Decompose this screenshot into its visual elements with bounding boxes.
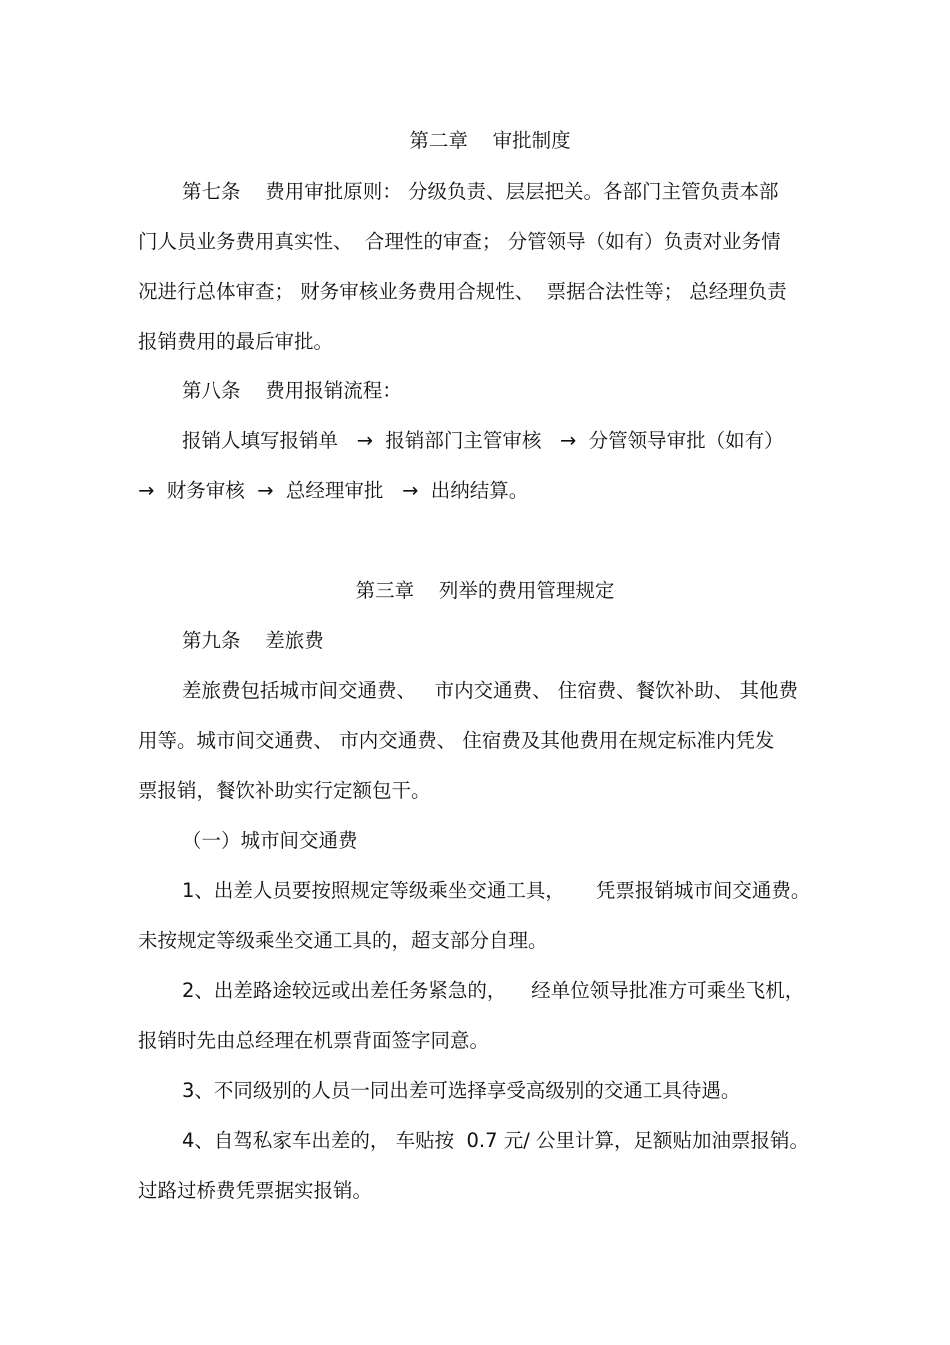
- item-2-line-1: 2、出差路途较远或出差任务紧急的， 经单位领导批准方可乘坐飞机，: [182, 979, 805, 1002]
- chapter-3-title: 第三章 列举的费用管理规定: [355, 579, 615, 602]
- item-3-line-1: 3、不同级别的人员一同出差可选择享受高级别的交通工具待遇。: [182, 1079, 741, 1102]
- article-9-body-line-3: 票报销，餐饮补助实行定额包干。: [138, 779, 431, 802]
- article-9-body-line-2: 用等。城市间交通费、 市内交通费、 住宿费及其他费用在规定标准内凭发: [138, 729, 775, 752]
- item-1-line-2: 未按规定等级乘坐交通工具的，超支部分自理。: [138, 929, 548, 952]
- reimbursement-flow-line-2: → 财务审核 → 总经理审批 → 出纳结算。: [138, 479, 529, 502]
- item-4-line-1: 4、自驾私家车出差的， 车贴按 0.7 元/ 公里计算，足额贴加油票报销。: [182, 1129, 809, 1152]
- article-7-line-4: 报销费用的最后审批。: [138, 330, 334, 353]
- article-9-body-line-1: 差旅费包括城市间交通费、 市内交通费、 住宿费、餐饮补助、 其他费: [182, 679, 798, 702]
- item-4-line-2: 过路过桥费凭票据实报销。: [138, 1179, 373, 1202]
- article-7-line-3: 况进行总体审查； 财务审核业务费用合规性、 票据合法性等； 总经理负责: [138, 280, 787, 303]
- reimbursement-flow-line-1: 报销人填写报销单 → 报销部门主管审核 → 分管领导审批（如有）: [182, 429, 784, 452]
- section-1-title: （一）城市间交通费: [182, 829, 358, 852]
- item-1-line-1: 1、出差人员要按照规定等级乘坐交通工具， 凭票报销城市间交通费。: [182, 879, 811, 902]
- article-7-line-2: 门人员业务费用真实性、 合理性的审查； 分管领导（如有）负责对业务情: [138, 230, 781, 253]
- article-9-title: 第九条 差旅费: [182, 629, 324, 652]
- item-2-line-2: 报销时先由总经理在机票背面签字同意。: [138, 1029, 490, 1052]
- chapter-2-title: 第二章 审批制度: [409, 129, 571, 152]
- article-7-line-1: 第七条 费用审批原则： 分级负责、层层把关。各部门主管负责本部: [182, 180, 779, 203]
- article-8-title: 第八条 费用报销流程：: [182, 379, 402, 402]
